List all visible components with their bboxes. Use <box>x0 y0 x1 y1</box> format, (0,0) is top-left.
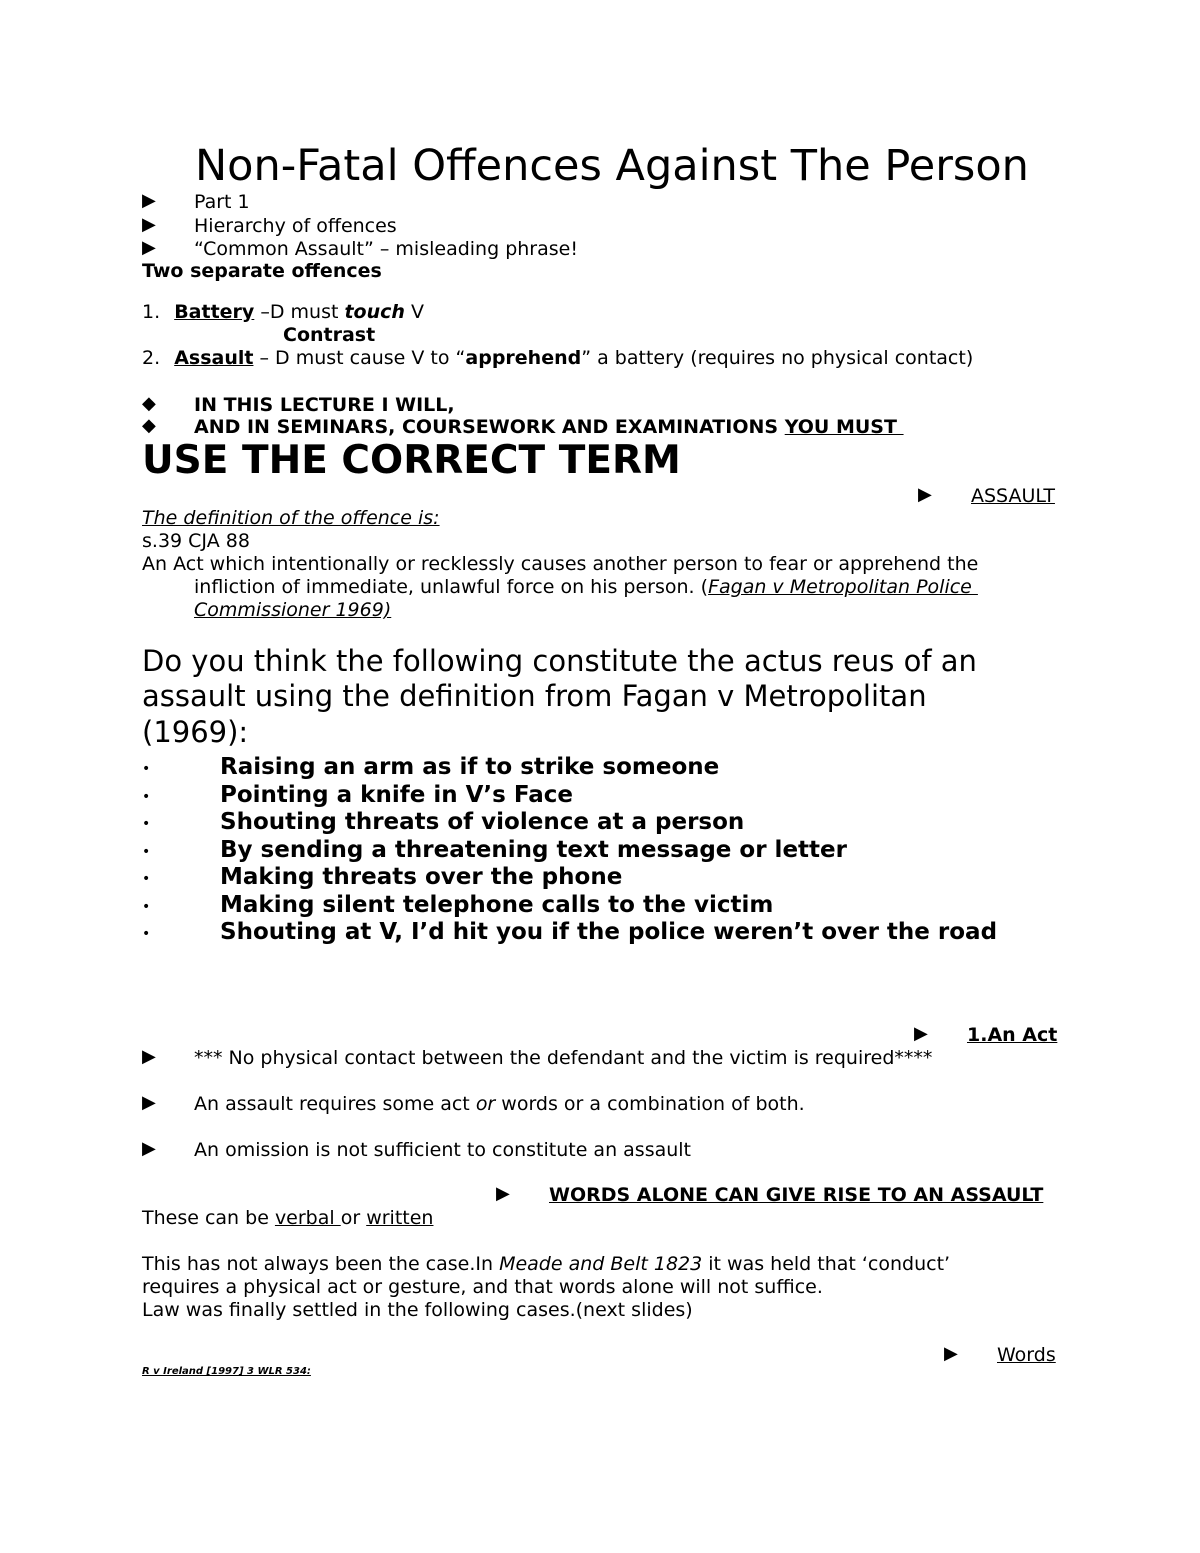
case-ref-meade: Meade and Belt 1823 <box>499 1253 703 1275</box>
arrow-bullet-icon: ▶ <box>142 214 156 235</box>
act-point-or: or <box>475 1093 496 1115</box>
question-item: Pointing a knife in V’s Face <box>220 782 573 808</box>
question-item: Making silent telephone calls to the victim <box>220 892 774 918</box>
history-text-b: it was held that ‘conduct’ <box>702 1253 951 1275</box>
arrow-bullet-icon: ▶ <box>944 1343 958 1364</box>
history-line-3: Law was finally settled in the following cases.(next slides) <box>142 1299 693 1321</box>
diamond-bullet-icon: ◆ <box>142 415 156 436</box>
diamond-bullet-icon: ◆ <box>142 393 156 414</box>
history-line-1 <box>142 1255 950 1274</box>
bullet-dot-icon: • <box>142 871 151 887</box>
two-offences-heading: Two separate offences <box>142 260 382 282</box>
act-point <box>194 1095 805 1114</box>
battery-text-b: V <box>404 301 424 323</box>
bullet-dot-icon: • <box>142 816 151 832</box>
assault-number: 2. <box>142 347 161 369</box>
act-point-text-b: words or a combination of both. <box>495 1093 805 1115</box>
question-item: Raising an arm as if to strike someone <box>220 754 720 780</box>
intro-bullet: Hierarchy of offences <box>194 215 397 237</box>
you-must: YOU MUST <box>784 416 904 438</box>
battery-touch: touch <box>344 301 405 323</box>
bullet-dot-icon: • <box>142 789 151 805</box>
question-line: (1969): <box>142 715 249 749</box>
question-item: Making threats over the phone <box>220 864 623 890</box>
act-point: An omission is not sufficient to constitute an assault <box>194 1139 692 1161</box>
arrow-bullet-icon: ▶ <box>918 484 932 505</box>
intro-bullet: Part 1 <box>194 191 250 213</box>
contrast-label: Contrast <box>283 324 376 346</box>
question-item: Shouting at V, I’d hit you if the police weren’t over the road <box>220 919 998 945</box>
history-text-a: This has not always been the case.In <box>142 1253 500 1275</box>
document-title: Non-Fatal Offences Against The Person <box>195 141 1029 191</box>
battery-item <box>142 303 424 322</box>
definition-label: The definition of the offence is: <box>142 507 440 529</box>
bullet-dot-icon: • <box>142 844 151 860</box>
question-item: By sending a threatening text message or letter <box>220 837 847 863</box>
definition-line-2 <box>194 578 978 597</box>
assault-apprehend: apprehend <box>465 347 582 369</box>
question-line: assault using the definition from Fagan v Metropolitan <box>142 679 927 713</box>
arrow-bullet-icon: ▶ <box>142 1046 156 1067</box>
bullet-dot-icon: • <box>142 761 151 777</box>
battery-number: 1. <box>142 301 161 323</box>
verbal-term: verbal <box>274 1207 341 1229</box>
arrow-bullet-icon: ▶ <box>496 1183 510 1204</box>
arrow-bullet-icon: ▶ <box>142 1138 156 1159</box>
case-ref-fagan: Fagan v Metropolitan Police <box>708 576 978 598</box>
assault-text-a: – D must cause V to “ <box>253 347 466 369</box>
bullet-dot-icon: • <box>142 899 151 915</box>
verbal-written-line <box>142 1209 433 1228</box>
intro-bullet: “Common Assault” – misleading phrase! <box>194 238 578 260</box>
lecture-line-1: IN THIS LECTURE I WILL, <box>194 394 455 416</box>
battery-term: Battery <box>174 301 255 323</box>
an-act-heading: 1.An Act <box>967 1024 1058 1046</box>
lecture-line-2 <box>194 418 904 437</box>
words-alone-heading: WORDS ALONE CAN GIVE RISE TO AN ASSAULT <box>549 1184 1044 1206</box>
lecture-line-2-text: AND IN SEMINARS, COURSEWORK AND EXAMINATIONS <box>194 416 785 438</box>
written-term: written <box>366 1207 434 1229</box>
correct-term-heading: USE THE CORRECT TERM <box>142 438 681 483</box>
arrow-bullet-icon: ▶ <box>914 1023 928 1044</box>
bullet-dot-icon: • <box>142 926 151 942</box>
verbal-or: or <box>340 1207 367 1229</box>
battery-text-a: –D must <box>254 301 345 323</box>
assault-item <box>142 349 973 368</box>
arrow-bullet-icon: ▶ <box>142 1092 156 1113</box>
act-point: *** No physical contact between the defendant and the victim is required**** <box>194 1047 933 1069</box>
statute-ref: s.39 CJA 88 <box>142 530 250 552</box>
assault-text-b: ” a battery (requires no physical contact) <box>581 347 974 369</box>
act-point-text-a: An assault requires some act <box>194 1093 476 1115</box>
definition-text: infliction of immediate, unlawful force on his person. ( <box>194 576 709 598</box>
ireland-case-ref: R v Ireland [1997] 3 WLR 534: <box>142 1366 311 1377</box>
words-heading: Words <box>997 1344 1056 1366</box>
assault-term: Assault <box>174 347 254 369</box>
arrow-bullet-icon: ▶ <box>142 237 156 258</box>
question-line: Do you think the following constitute the actus reus of an <box>142 644 977 678</box>
assault-section-heading: ASSAULT <box>971 485 1055 507</box>
case-ref-fagan-cont: Commissioner 1969) <box>194 599 392 621</box>
history-line-2: requires a physical act or gesture, and that words alone will not suffice. <box>142 1276 823 1298</box>
verbal-line-text: These can be <box>142 1207 275 1229</box>
question-item: Shouting threats of violence at a person <box>220 809 745 835</box>
arrow-bullet-icon: ▶ <box>142 190 156 211</box>
definition-line-1: An Act which intentionally or recklessly causes another person to fear or apprehend the <box>142 553 979 575</box>
